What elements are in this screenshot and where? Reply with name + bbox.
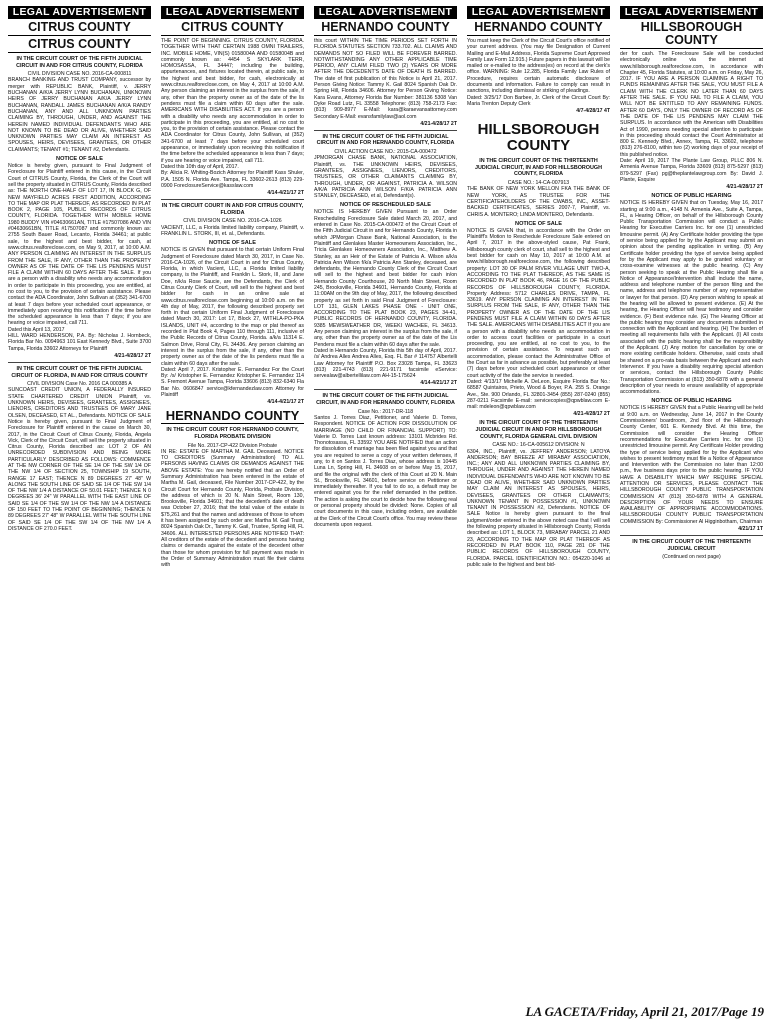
column-2 [161, 6, 304, 986]
column-4 [467, 6, 610, 986]
newspaper-page [8, 6, 762, 1018]
court-caption: IN THE CIRCUIT COURT OF THE FIFTH JUDICIAL CIRCUIT, IN AND FOR HERNANDO COUNTY, FLORIDA [316, 393, 455, 407]
divider [314, 130, 457, 131]
notice-body: SUNCOAST CREDIT UNION, A FEDERALLY INSURED STATE CHARTERED CREDIT UNION Plaintiff, vs. UNKNOWN HEIRS, DEVISEES, GRANTEES, ASSIGNEES, LIENORS, CREDITORS AND TRUSTEES OF MARY JANE OLSEN, DECEASED, ET AL., Defendants. NOTICE OF SALE Notice is hereby given, pursuant to Final Judgment of Foreclosure for Plaintiff entered in the cause on March 30, 2017, in the Circuit Court of Citrus County, Florida, Angela Vick, Clerk of the Circuit Court, will sell the property situated in Citrus County, Florida described as: LOT 2 OF AN UNRECORDED SUBDIVISION AND BEING MORE PARTICULARLY DESCRIBED AS FOLLOWS: COMMENCE AT THE NW CORNER OF THE SE 1/4 OF THE SW 1/4 OF THE NW 1/4 OF SECTION 25, TOWNSHIP 19 SOUTH, RANGE 17 EAST; THENCE N 89 DEGREES 27' 48" W ALONG THE SOUTH LINE OF SAID SE 1/4 OF THE SW 1/4 OF THE NW 1/4 A DISTANCE OF 50.01 FEET; THENCE N 0 DEGREES 36' 24" W PARALLEL WITH THE EAST LINE OF SAID SE 1/4 OF THE SW 1/4 OF THE NW 1/4 A DISTANCE OF 150 FEET TO THE POINT OF BEGINNING; THENCE N 89 DEGREES 27' 48" W PARALLEL WITH THE SOUTH LINE OF SAID SE 1/4 OF THE SW 1/4 OF THE NW 1/4 A DISTANCE OF 270.0 FEET. [8, 387, 151, 532]
run-dates: 4/21-4/28/17 2T [420, 120, 457, 127]
run-dates: 4/7-4/28/17 4T [576, 108, 610, 115]
signature-block: Dated: 4/13/17 Michelle A. DeLeon, Esquire Florida Bar No.: 68587 Quintairos, Prieto, Wood & Boyer, P.A. 255 S. Orange Ave., Ste. 900 Orlando, FL 32801-3454 (855) 287-0240 (855) 287-0211 Facsimile E-mail: servicecopies@qpwblaw.com E-mail: mdeleon@qpwblaw.com [467, 378, 610, 411]
county-heading: HERNANDO COUNTY [161, 409, 304, 424]
column-header: LEGAL ADVERTISEMENT [467, 6, 610, 19]
notice-title: NOTICE OF RESCHEDULED SALE [339, 202, 432, 209]
case-number: CASE NO.: 16-CA-005612 DIVISION: N [492, 442, 585, 449]
signature-block: Dated in Hernando County, Florida this 5th day of April, 2017. /s/ Andrea Alles Andrea Alles, Esq. FL Bar # 114757 Albertelli Law Attorney for Plaintiff P.O. Box 23028 Tampa, FL 33623 (813) 221-4743 (813) 221-9171 facsimile eService: servealaw@albertellilaw.com AH-15-175624 [314, 347, 457, 380]
divider [161, 199, 304, 200]
case-number: CIVIL DIVISION Case No. 2016 CA 000385 A [27, 381, 132, 388]
notice-body: NOTICE IS HEREBY GIVEN Pursuant to an Order Rescheduling Foreclosure Sale dated March 20, 2017, and entered in Case No. 2015-CA-000472 of the Circuit Court of the Fifth Judicial Circuit in and for Hernando County, Florida in which JPMorgan Chase Bank, National Association, is the Plaintiff and Glenlakes Master Homeowners Association, Inc., Tricia Glenlakes Homeowners Association, Inc., Matthew A. Stanley, as an Heir of the Estate of Patricia A. Wilson a/k/a Patricia Ann Wilson f/k/a Patricia Ann Stanley, deceased, are defendants, the Hernando County Clerk of the Circuit Court will sell to the highest and best bidder for cash in/on Hernando County Courthouse, 20 North Main Street, Room 245, Brooksville, Florida 34601, Hernando County, Florida at 11:00AM on the 9th day of May, 2017, the following described property as set forth in said Final Judgment of Foreclosure: LOT 131, GLEN LAKES PHASE ONE - UNIT ONE, ACCORDING TO THE PLAT BOOK 23, PAGES 34-41, PUBLIC RECORDS OF HERNANDO COUNTY, FLORIDA. 9385 MEWSWEATHER DR, WEEKI WACHEE, FL 34613. Any person claiming an interest in the surplus from the sale, if any, other than the property owner as of the date of the Lis Pendens must file a claim within 60 days after the sale. [314, 209, 457, 348]
divider [620, 535, 763, 536]
run-dates: 4/14-4/21/17 2T [267, 190, 304, 197]
court-caption: IN THE CIRCUIT COURT OF THE FIFTH JUDICIAL CIRCUIT IN AND FOR CITRUS COUNTY, FLORIDA [16, 56, 143, 69]
column-header: LEGAL ADVERTISEMENT [8, 6, 151, 19]
case-number: CIVIL DIVISION CASE NO. 2016-CA-1026 [183, 218, 282, 225]
dated-line: Dated this April 13, 2017 [8, 326, 65, 333]
notice-body: Santos J. Torres Diaz, Petitioner, and Valerie D. Torres, Respondent. NOTICE OF ACTION FOR DISSOLUTION OF MARRIAGE (NO CHILD OR FINANCIAL SUPPORT) TO: Valerie D. Torres Last known address: 13101 Mcbrides Rd. Thonotosassa, FL 33592 YOU ARE NOTIFIED that an action for dissolution of marriage has been filed against you and that you are required to serve a copy of your written defenses, if any, to it on Santos J. Torres Diaz, whose address is 10445 Luna Ln, Spring Hill, FL 34608 on or before May 15, 2017, and file the original with the clerk of this Court at 20 N. Main St., Brooksville, FL 34601, before service on Petitioner or immediately thereafter. If you fail to do so, a default may be entered against you for the relief demanded in the petition. The action is asking the court to decide how the following real or personal property should be divided: None. Copies of all court documents in this case, including orders, are available at the Clerk of the Circuit Court's office. You may review these documents upon request. [314, 414, 457, 528]
divider [314, 389, 457, 390]
court-caption: IN THE CIRCUIT COURT OF THE FIFTH JUDICIAL CIRCUIT IN AND FOR HERNANDO COUNTY, FLORIDA [316, 133, 455, 147]
county-heading: CITRUS COUNTY [8, 38, 151, 53]
notice-body: der for cash. The Foreclosure Sale will be conducted electronically online via the internet at www.hillsborough.realforeclose.com, in accordance with Chapter 45, Florida Statutes, at 10:00 a.m. on Friday, May 26, 2017. IF YOU ARE A PERSON CLAIMING A RIGHT TO FUNDS REMAINING AFTER THE SALE, YOU MUST FILE A CLAIM WITH THE CLERK NO LATER THAN 60 DAYS AFTER THE SALE. IF YOU FAIL TO FILE A CLAIM, YOU WILL NOT BE ENTITLED TO ANY REMAINING FUNDS. AFTER 60 DAYS, ONLY THE OWNER OF RECORD AS OF THE DATE OF THE LIS PENDENS MAY CLAIM THE SURPLUS. In accordance with the American with Disabilities Act of 1990, persons needing special attention to participate in this proceeding should contact the Court Administrator at 800 E. Kennedy Blvd., Annex, Tampa, FL 33602, telephone (813) 276-8100, within two (2) working days of your receipt of this published notice. [620, 51, 763, 158]
notice-body: Notice is hereby given, pursuant to Final Judgment of Foreclosure for Plaintiff entered in this cause, in the Circuit Court of CITRUS County, Florida, the Clerk of the Court will sell the property situated in CITRUS County, Florida described as: THE NORTH ONE-HALF OF LOT 17, IN BLOCK G, OF NEW MAYFIELD ACRES FIRST ADDITION, ACCORDING TO THE MAP OR PLAT THEREOF, AS RECORDED IN PLAT BOOK 2, PAGE 105, PUBLIC RECORDS OF CITRUS COUNTY, FLORIDA. TOGETHER WITH MOBILE HOME 1980 BUDDY VIN #04630661AN, TITLE #17507086 AND VIN #04630661BN, TITLE #17507087 and commonly known as: 2755 South Bauer Road, Lecanto, Florida 34461; at public sale, to the highest and best bidder, for cash, at www.citrus.realforeclose.com, on May 9, 2017, at 10:00 A.M. ANY PERSON CLAIMING AN INTEREST IN THE SURPLUS FROM THE SALE, IF ANY, OTHER THAN THE PROPERTY OWNER AS OF THE DATE OF THE LIS PENDENS MUST FILE A CLAIM WITHIN 60 DAYS AFTER THE SALE. If you are a person with a disability who needs any accommodation in order to participate in this proceeding, you are entitled, at no cost to you, to the provision of certain assistance. Please contact the ADA Coordinator, John Sullivan at (352) 341-6700 at least 7 days before your scheduled court appearance, or immediately upon receiving this notification if the time before the scheduled appearance is less than 7 days; if you are hearing or voice impaired, call 711. [8, 163, 151, 327]
signature-block: Dated: April 7, 2017. Kristopher E. Fernandez For the Court By: /s/ Kristopher E. Fernandez Kristopher E. Fernandez 114 S. Fremont Avenue Tampa, Florida 33606 (813) 832-6340 Fla Bar No. 0606847 service@kfernandezlaw.com Attorney for Plaintiff [161, 366, 304, 399]
parties: JPMORGAN CHASE BANK, NATIONAL ASSOCIATION, Plaintiff, vs. THE UNKNOWN HEIRS, DEVISEES, GRANTEES, ASSIGNEES, LIENORS, CREDITORS, TRUSTEES, OR OTHER CLAIMANTS CLAIMING BY, THROUGH, UNDER, OR AGAINST, PATRICIA A. WILSON A/K/A PATRICIA ANN WILSON F/K/A PATRICIA ANN STANLEY, DECEASED, et al, Defendant(s). [314, 155, 457, 200]
court-caption: IN THE CIRCUIT COURT OF THE THIRTEENTH JUDICIAL CIRCUIT, IN AND FOR HILLSBOROUGH COUNTY, FLORIDA [475, 158, 602, 178]
run-dates: 4/21-4/28/17 2T [573, 411, 610, 418]
parties: BRANCH BANKING AND TRUST COMPANY, successor by merger with REPUBLIC BANK, Plaintiff, v. JERRY BUCHANAN A/K/A JERRY LYNN BUCHANAN, UNKNOWN HEIRS OF JERRY BUCHANAN A/K/A JERRY LYNN BUCHANAN, RANDALL JAMES BUCHANAN A/K/A RANDY BUCHANAN, ANY AND ALL UNKNOWN PARTIES CLAIMING BY, THROUGH, UNDER, AND AGAINST THE HEREIN NAMED INDIVIDUAL DEFENDANTS WHO ARE NOT KNOWN TO BE DEAD OR ALIVE, WHETHER SAID UNKNOWN PARTIES MAY CLAIM AN INTEREST AS SPOUSES, HEIRS, DEVISEES, GRANTEES, OR OTHER CLAIMANTS; TENANT #1; TENANT #2, Defendants. [8, 77, 151, 153]
column-header: LEGAL ADVERTISEMENT [620, 6, 763, 19]
column-3 [314, 6, 457, 986]
case-number: File No. 2017-CP-422 Division Probate [187, 442, 278, 449]
court-caption: IN THE CIRCUIT COURT IN AND FOR CITRUS COUNTY, FLORIDA [161, 203, 304, 216]
case-number: Case No.: 2017-DR-118 [357, 408, 414, 415]
notice-title: NOTICE OF SALE [209, 240, 256, 247]
county-heading: CITRUS COUNTY [161, 21, 304, 36]
notice-body: NOTICE IS HEREBY GIVEN that on Tuesday, May 16, 2017 starting at 9:00 a.m., 4148 N. Armenia Ave., Suite A, Tampa, FL, a Hearing Officer, on behalf of the Hillsborough County Public Transportation Commission will conduct a Public Hearing for Executive Carriers Inc. for one (1) unrestricted limousine permit. (A) Any Certificate holder providing the type of service being applied for by the Applicant may submit an opinion about the pending application in writing. (B) Any Certificate holder providing the type of service being applied for by the Applicant may apply to be granted voluntary or cross-examine witnesses at the public hearing. (C) Any person seeking to speak at the Public Hearing shall file a Notice of Appearance/Intervention shall include the name, address and telephone number of the person filing and the name, address and telephone number of any representative or lawyer for that person. (D) Any person wishing to speak at the hearing will be allowed to present evidence. (E) At the hearing, the Hearing Officer will hear testimony and consider evidence. (F) Best evidence rule. (G) The Hearing Officer at the public hearing may consider any documents submitted in connection with the Applicant and hearing. (H) The burden of meeting all requirements falls with the Applicant. (I) All costs associated with the public hearing shall be the responsibility of the Applicant. (J) Any motion for cancellation by one or more existing certificate holders. Otherwise, said costs shall be shared on a pro-rata basis between the Applicant and each Intervenor. If you have a disability requiring special attention or services, contact the Hillsborough County Public Transportation Commission at (813) 350-6878 with a general description of your needs to ensure availability of appropriate accommodations. [620, 200, 763, 396]
signature-block: By: Alicia R. Whiting-Bozich Attorney for Plaintiff Kass Shuler, P.A. 1505 N. Florida Ave. Tampa, FL 33602-2613 (813) 229-0900 ForeclosureService@kasslaw.com [161, 170, 304, 189]
court-caption: IN THE CIRCUIT COURT OF THE THIRTEENTH JUDICIAL CIRCUIT [632, 539, 751, 552]
run-dates: 4/21-4/28/17 2T [726, 184, 763, 191]
run-dates: 4/14-4/21/17 2T [420, 380, 457, 387]
county-heading: HERNANDO COUNTY [467, 21, 610, 36]
run-dates: 4/14-4/21/17 2T [267, 399, 304, 406]
county-heading: CITRUS COUNTY [8, 21, 151, 36]
notice-body: NOTICE IS GIVEN that, in accordance with the Order on Plaintiff's Motion to Reschedule Foreclosure Sale entered on April 7, 2017 in the above-styled cause, Pat Frank, Hillsborough county clerk of court, shall sell to the highest and best bidder for cash on May 10, 2017 at 10:00 A.M. at www.hillsborough.realforeclose.com, the following described property: LOT 30 OF PALM RIVER VILLAGE UNIT TWO-A, ACCORDING TO THE PLAT THEREOF, AS THE SAME IS RECORDED IN PLAT BOOK 46, PAGE 16 OF THE PUBLIC RECORDS OF HILLSBOROUGH COUNTY, FLORIDA. Property Address: 5712 CHARLES DRIVE, TAMPA, FL 33619. ANY PERSON CLAIMING AN INTEREST IN THE SURPLUS FROM THE SALE, IF ANY, OTHER THAN THE PROPERTY OWNER AS OF THE DATE OF THE LIS PENDENS MUST FILE A CLAIM WITHIN 60 DAYS AFTER THE SALE. AMERICANS WITH DISABILITIES ACT If you are a person with a disability who needs an accommodation in order to access court facilities or participate in a court proceeding, you are entitled, at no cost to you, to the provision of certain assistance. To request such an accommodation, please contact the Administrative Office of the Court as far in advance as possible, but preferably at least (7) days before your scheduled court appearance or other court activity of the date the service is needed. [467, 227, 610, 379]
court-caption: IN THE CIRCUIT COURT FOR HERNANDO COUNTY, FLORIDA PROBATE DIVISION [166, 427, 299, 440]
notice-title: NOTICE OF PUBLIC HEARING [651, 398, 732, 405]
column-5 [620, 6, 763, 986]
county-heading: HILLSBOROUGH COUNTY [477, 121, 600, 155]
court-caption: IN THE CIRCUIT COURT OF THE THIRTEENTH JUDICIAL CIRCUIT IN AND FOR HILLSBOROUGH COUNTY, FLORIDA GENERAL CIVIL DIVISION [475, 420, 602, 440]
notice-body: 6304, INC., Plaintiff, vs. JEFFREY ANDERSON; LATOYA ANDERSON; BAY BREEZE AT MIRABAY ASSOCIATION, INC.; ANY AND ALL UNKNOWN PARTIES CLAIMING BY, THROUGH, UNDER AND AGAINST THE HEREIN NAMED INDIVIDUAL DEFENDANTS WHO ARE NOT KNOWN TO BE DEAD OR ALIVE, WHETHER SAID UNKNOWN PARTIES MAY CLAIM AN INTEREST AS SPOUSES, HEIRS, DEVISEES, GRANTEES OR OTHER CLAIMANTS; UNKNOWN TENANT IN POSSESSION #1, UNKNOWN TENANT IN POSSESSION #2, Defendants. NOTICE OF SALE Notice is hereby given pursuant to the final judgment/order entered in the above noted case that I will sell the following property situated in Hillsborough County, Florida described as: LOT 1, BLOCK 73, MIRABAY PARCEL 21 AND 23, ACCORDING TO THE MAP OR PLAT THEREOF AS RECORDED IN PLAT BOOK 110, PAGE 281 OF THE PUBLIC RECORDS OF HILLSBOROUGH COUNTY, FLORIDA. PARCEL IDENTIFICATION NO.: 054220-1046 at public sale to the highest and best bid- [467, 448, 610, 568]
notice-title: NOTICE OF PUBLIC HEARING [651, 193, 732, 200]
divider [8, 362, 151, 363]
notice-body: this court WITHIN THE TIME PERIODS SET FORTH IN FLORIDA STATUTES SECTION 733.702. ALL CLAIMS AND DEMANDS NOT SO FILED WILL BE FOREVER BARRED. NOTWITHSTANDING ANY OTHER APPLICABLE TIME PERIOD, ANY CLAIM FILED TWO (2) YEARS OR MORE AFTER THE DECEDENT'S DATE OF DEATH IS BARRED. The date of first publication of this Notice is April 21, 2017. Person Giving Notice: Tammy K. Gail 8024 Spanish Oak Dr. Spring Hill, Florida 34606. Attorney for Person Giving Notice: Kara Evans, Attorney Florida Bar Number: 381136 5308 Van Dyke Road Lutz, FL 33558 Telephone: (813) 758-2173 Fax: (813) 909-8977 E-Mail: kara@karaevansattorney.com Secondary E-Mail: evansfamilylaw@aol.com [314, 38, 457, 120]
parties: THE BANK OF NEW YORK MELLON FKA THE BANK OF NEW YORK, AS TRUSTEE FOR THE CERTIFICATEHOLDERS OF THE CWABS, INC., ASSET-BACKED CERTIFICATES, SERIES 2007-7, Plaintiff, vs. CHRIS A. MONTERO; LINDA MONTERO, Defendants. [467, 186, 610, 218]
county-heading: HERNANDO COUNTY [314, 21, 457, 36]
signature-block: HILL WARD HENDERSON, P.A. By: Nicholas J. Hornbeck, Florida Bar No. 0094963 101 East Kennedy Blvd., Suite 3700 Tampa, Florida 33602 Attorneys for Plaintiff [8, 333, 151, 352]
case-number: CIVIL DIVISION CASE NO. 2016-CA-000811 [27, 71, 132, 78]
column-header: LEGAL ADVERTISEMENT [161, 6, 304, 19]
run-dates: 4/21/17 1T [738, 526, 763, 533]
notice-body: NOTICE IS GIVEN that pursuant to that certain Uniform Final Judgment of Foreclosure dated March 30, 2017, in Case No. 2016-CA-1026, of the Circuit Court in and for Citrus County, Florida, in which Vacient, LLC, a Florida limited liability company, is the Plaintiff, and Franklin L. Stork, III, and Jane Doe, n/k/a Rose Saucie, are the Defendants, the Clerk of Citrus County Clerk of Court, will sell to the highest and best bidder for cash in an online sale at www.citrus.realforeclose.com beginning at 10:00 a.m. on the 4th day of May, 2017, the following described property set forth in that certain Uniform Final Judgment of Foreclosure dated March 30, 2017: Lot 17, Block 27, WITHLA-PO-PKA ISLANDS, UNIT #4, according to the map or plat thereof as recorded in Plat Book 4, Pages 110 through 111, inclusive of the Public Records of Citrus County, Florida. a/k/a 11314 E. Salmon Drive, Floral City, FL 34436. Any person claiming an interest in the surplus from the sale, if any, other than the property owner as of the date of the lis pendens must file a claim within 60 days after the sale. [161, 247, 304, 367]
case-number: CASE NO.: 14-CA-007913 [507, 180, 570, 187]
run-dates: 4/21-4/28/17 2T [114, 352, 151, 359]
page-footer: LA GACETA/Friday, April 21, 2017/Page 19 [525, 1004, 764, 1019]
column-1 [8, 6, 151, 986]
notice-body: THE POINT OF BEGINNING. CITRUS COUNTY, FLORIDA. TOGETHER WITH THAT CERTAIN 1988 OMNI TRAILERS, INC. MOBILE HOME, VIN(S) 0158004A AND 0158004B and commonly known as: 4454 S SKYLARK TERR, HOMOSASSA, FL 34447; including the building, appurtenances, and fixtures located therein, at public sale, to the highest and best bidder, for cash, electronically at www.citrus.realforeclose.com, on May 4, 2017 at 10:00 A.M. Any person claiming an interest in the surplus from the sale, if any, other than the property owner as of the date of the lis pendens must file a claim within 60 days after the sale. AMERICANS WITH DISABILITIES ACT. If you are a person with a disability who needs any accommodation in order to participate in this proceeding, you are entitled, at no cost to you, to the provision of certain assistance. Please contact the ADA Coordinator for Citrus County, John Sullivan, at (352) 341-6700 at least 7 days before your scheduled court appearance, or immediately upon receiving this notification if the time before the scheduled appearance is less than 7 days; if you are hearing or voice impaired, call 711. [161, 38, 304, 164]
dated-line: Date: April 19, 2017 The Plante Law Group, PLLC 806 N. Armenia Avenue Tampa, Florida 33609 (813) 875-5297 (813) 879-5297 (Fax) pg@theplantelawgroup.com By: David J. Plante, Esquire [620, 158, 763, 183]
continued-note: (Continued on next page) [662, 554, 721, 561]
notice-title: NOTICE OF SALE [56, 156, 103, 163]
county-heading: HILLSBOROUGH COUNTY [620, 21, 763, 49]
parties: VACIENT, LLC, a Florida limited liability company, Plaintiff, v. FRANKLIN L. STORK, III, et. al., Defendants. [161, 224, 304, 237]
column-header: LEGAL ADVERTISEMENT [314, 6, 457, 19]
court-caption: IN THE CIRCUIT COURT OF THE FIFTH JUDICIAL CIRCUIT OF FLORIDA, IN AND FOR CITRUS COUNTY [11, 365, 148, 379]
notice-body: IN RE: ESTATE OF MARTHA M. GAIL Deceased. NOTICE TO CREDITORS (Summary Administration) TO ALL PERSONS HAVING CLAIMS OR DEMANDS AGAINST THE ABOVE ESTATE: You are hereby notified that an Order of Summary Administration has been entered in the estate of Martha M. Gail, deceased, File Number 2017-CP-422, by the Circuit Court for Hernando County, Florida, Probate Division, the address of which is 20 N. Main Street, Room 130, Brooksville, Florida 34601; that the decedent's date of death was October 27, 2016; that the total value of the estate is $75,261 and that the names and addresses of those to whom it has been assigned by such order are: Martha M. Gail Trust, 8024 Spanish Oak Dr., Tammy K. Gail, Trustee, Spring Hill, FL 34606. ALL INTERESTED PERSONS ARE NOTIFIED THAT: All creditors of the estate of the decedent and persons having claims or demands against the estate of the decedent other than those for whom provision for full payment was made in the Order of Summary Administration must file their claims with [161, 448, 304, 569]
notice-body: You must keep the Clerk of the Circuit Court's office notified of your current address. (You may file Designation of Current Mailing and E-Mail Address, Florida Supreme Court Approved Family Law Form 12.915.) Future papers in this lawsuit will be mailed or e-mailed to the address(es) on record at the clerk's office. WARNING: Rule 12.285, Florida Family Law Rules of Procedure, requires certain automatic disclosure of documents and information. Failure to comply can result in sanctions, including dismissal or striking of pleadings. [467, 38, 610, 95]
dated-line: Dated this 10th day of April, 2017. [161, 163, 239, 170]
dated-line: Dated: 3/25/17 Don Barbee, Jr. Clerk of the Circuit Court By: Maria Trenton Deputy Clerk [467, 94, 610, 107]
notice-title: NOTICE OF SALE [515, 220, 562, 227]
notice-body: NOTICE IS HEREBY GIVEN that a Public Hearing will be held at 9:00 a.m. on Wednesday, June 14, 2017 in the County Commissioners' boardroom, 2nd floor of the Hillsborough County Center, 601 E. Kennedy Blvd. At this time, the Commission will consider the Hearing Officer recommendations for Executive Carriers Inc. for one (1) unrestricted limousine permit. Any Certificate Holder providing the type of service being applied for by the Applicant who wishes to present testimony must file a Notice of Appearance and Intervention with the Commission no later than 12:00 p.m., five business days prior to the public hearing. IF YOU HAVE A DISABILITY WHICH MAY REQUIRE SPECIAL ATTENTION OR SERVICES, PLEASE CONTACT THE HILLSBOROUGH COUNTY PUBLIC TRANSPORTATION COMMISSION AT (813) 350-6878 WITH A GENERAL DESCRIPTION OF YOUR NEEDS TO ENSURE AVAILABILITY OF APPROPRIATE ACCOMMODATIONS. HILLSBOROUGH COUNTY PUBLIC TRANSPORTATION COMMISSION By: Commissioner Al Higginbotham, Chairman [620, 405, 763, 525]
case-number: CIVIL ACTION CASE NO.: 2015-CA-000472 [334, 149, 437, 156]
